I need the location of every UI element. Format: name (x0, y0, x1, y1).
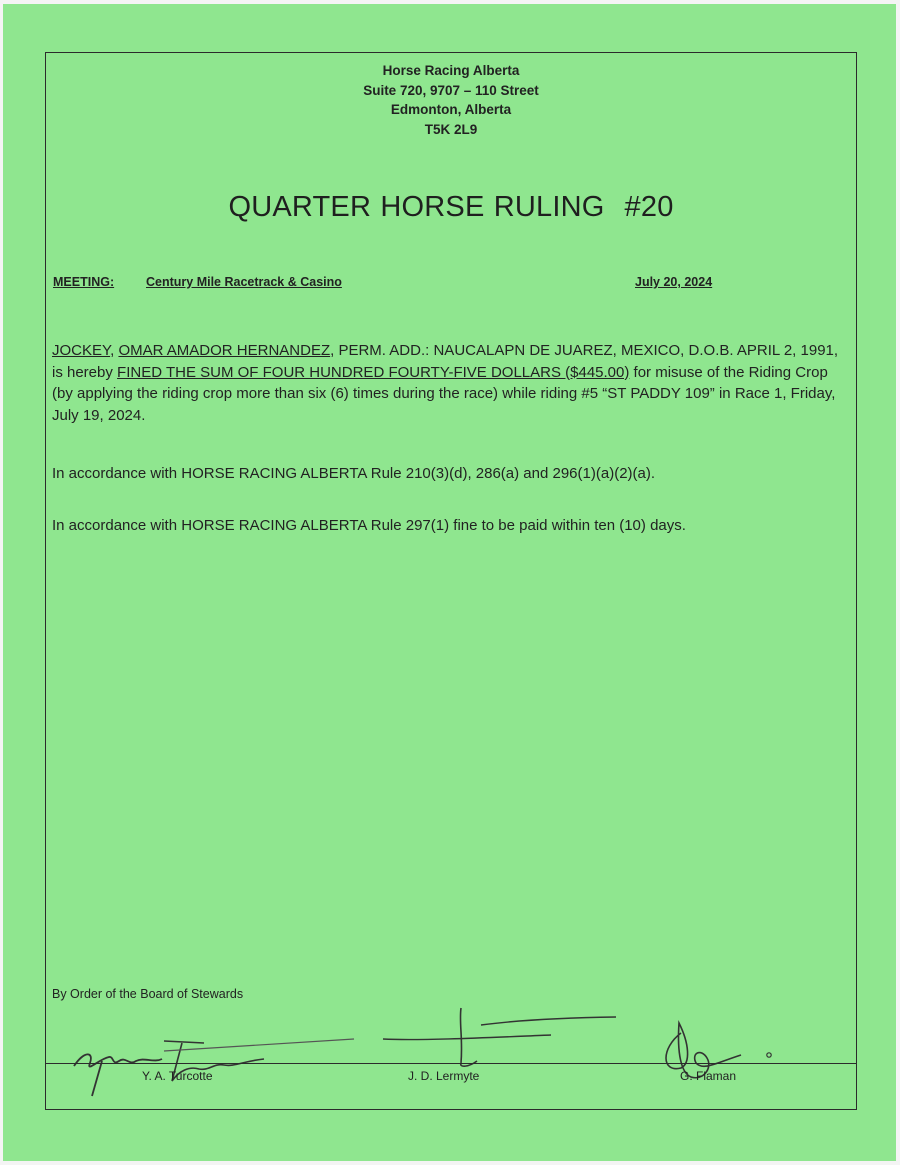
city-line: Edmonton, Alberta (390, 102, 512, 117)
steward-lermyte: J. D. Lermyte (408, 1069, 480, 1083)
organization-name: Horse Racing Alberta (382, 63, 520, 78)
separator: , (110, 342, 119, 359)
steward-flaman: G. Flaman (680, 1069, 737, 1083)
fine-text: FINED THE SUM OF FOUR HUNDRED FOURTY-FIVE DOLLARS ($445.00) (117, 363, 630, 381)
jockey-name: OMAR AMADOR HERNANDEZ (118, 342, 331, 359)
letterhead (46, 61, 856, 139)
ruling-number: #20 (624, 191, 674, 223)
postal-code: T5K 2L9 (424, 121, 478, 137)
page-title (46, 191, 856, 224)
title-text: QUARTER HORSE RULING (228, 191, 605, 223)
signature-line (46, 1063, 856, 1064)
meeting-label: MEETING: (53, 275, 115, 289)
rule-paragraph-1: In accordance with HORSE RACING ALBERTA Rule 210(3)(d), 286(a) and 296(1)(a)(2)(a). (52, 465, 656, 482)
address-line: Suite 720, 9707 – 110 Street (363, 82, 539, 98)
steward-turcotte: Y. A. Turcotte (142, 1069, 213, 1083)
ruling-paragraph (52, 340, 852, 426)
meeting-venue: Century Mile Racetrack & Casino (146, 275, 342, 289)
document-frame (45, 52, 857, 1110)
detail-text: for misuse of the Riding Crop (by applying the riding crop more than six (6) times during the race) while riding #5 “ST PADDY 109” in Race 1, Friday, July 19, 2024. (52, 363, 836, 424)
signature-turcotte (64, 1021, 364, 1101)
ruling-document (3, 4, 896, 1161)
meeting-date: July 20, 2024 (635, 275, 713, 289)
rule-paragraph-2: In accordance with HORSE RACING ALBERTA Rule 297(1) fine to be paid within ten (10) days. (52, 517, 686, 534)
address-text: , PERM. ADD.: NAUCALAPN DE JUAREZ, MEXICO, D.O.B. APRIL 2, 1991, is hereby (52, 342, 839, 381)
role: JOCKEY (52, 342, 111, 359)
order-statement: By Order of the Board of Stewards (52, 987, 244, 1001)
